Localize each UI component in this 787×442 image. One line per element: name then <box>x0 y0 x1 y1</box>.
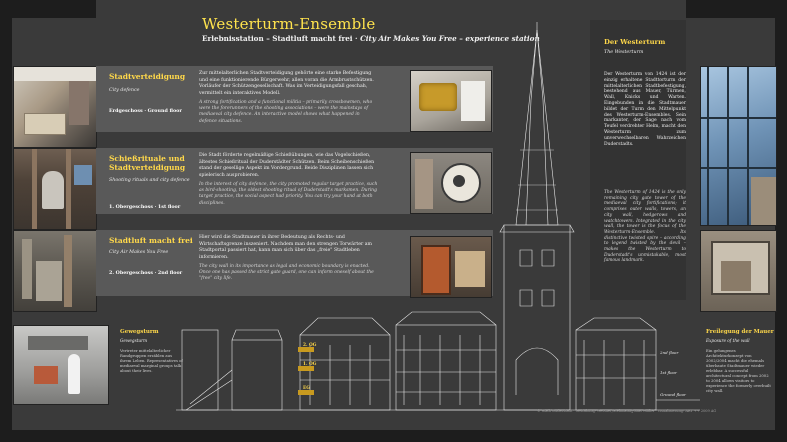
section-subtitle: City Air Makes You Free <box>109 250 169 255</box>
info-panel-text-de: Der Westerturm von 1424 ist der einzig erhaltene Stadttorturm der mittelalterlichen Stadtbefestigung, bestehend aus Mauer, Türmen, Wall, Knicks und Warten. Eingebunden in die Stadtmauer bildet der Turm den Mittelpunkt des Westerturm-Ensembles. Sein markanter, der Sage nach vom Teufel verdrehter Helm, macht den Westerturm zum unverwechselbaren Wahrzeichen Duderstadts. <box>604 72 686 147</box>
section-text-de: Hier wird die Stadtmauer in ihrer Bedeutung als Rechts- und Wirtschaftsgrenze inszeniert. Nachdem man den strengen Torwärter am Stadtportal passiert hat, kann man sich über das „freie" Stadtleben informieren. <box>199 235 372 260</box>
section-heading: Stadtverteidigung <box>109 72 186 81</box>
section-floor: 2. Obergeschoss · 2nd floor <box>109 270 183 276</box>
subtitle-en: City Air Makes You Free – experience station <box>360 34 540 43</box>
floor-code-eg: EG <box>303 386 310 391</box>
wall-exposure-title: Freilegung der Mauer <box>706 329 774 335</box>
credit-line: © Stadt Duderstadt · Gestaltung: Gessner/Stehmann/Jonas GmbH · Visualisierung: ART ++ 2009 AG <box>537 409 717 413</box>
page-title: Westerturm-Ensemble <box>202 15 376 33</box>
section-heading: Schießrituale und Stadtverteidigung <box>109 154 186 172</box>
section-text-en: The city wall in its importance as legal and economic boundary is enacted. Once one has passed the strict gate guard, one can inform oneself about the "free" city life. <box>199 264 374 282</box>
gewegsturm-subtitle: Gewegsturm <box>120 338 148 343</box>
gewegsturm-title: Gewegsturm <box>120 329 159 335</box>
floor-code-2og: 2. OG <box>303 343 317 348</box>
wall-exposure-subtitle: Exposure of the wall <box>706 338 750 343</box>
wall-exposure-text: Ein gelungenes Architekturkonzept von 2002/2004 macht die ehemals überbaute Stadtmauer wieder erlebbar. A successful architectural concept from 2002 to 2004 allows visitors to experience the formerly overbuilt city wall. <box>706 348 771 393</box>
section-floor: 1. Obergeschoss · 1st floor <box>109 204 181 210</box>
subtitle-de: Erlebnisstation – Stadtluft macht frei · <box>202 34 358 43</box>
floor-label-1st: 1st floor <box>660 370 677 375</box>
section-text-de: Zur mittelalterlichen Stadtverteidigung gehörte eine starke Befestigung und eine funktionierende Bürgerwehr, allen voran die Armbrustschützen. Vorläufer der Schützengesellschaft. Was im Verteidigungsfall geschah, vermittelt ein interaktives Modell. <box>199 71 374 96</box>
floor-label-ground: Ground floor <box>660 392 686 397</box>
info-panel-text-en: The Westerturm of 1424 is the only remaining city gate tower of the mediaeval city fortifications; it comprises outer walls, towers, an city wall, hedgerows and watchtowers. Integrated in the city wall, the tower is the focus of the Westerturm-Ensemble. Its distinctive twisted spire – according to legend twisted by the devil – makes the Westerturm to Duderstadt's unmistakable, most famous landmark. <box>604 190 686 264</box>
section-subtitle: Shooting rituals and city defence <box>109 178 190 183</box>
section-subtitle: City defence <box>109 88 140 93</box>
info-panel-subtitle: The Westerturm <box>604 50 644 55</box>
section-heading: Stadtluft macht frei <box>109 236 193 245</box>
section-text-en: In the interest of city defence, the city promoted regular target practice, such as bird-shooting, the oldest shooting ritual of Duderstadt's marksmen. During target practice, the social aspect had priority. You can try your hand at both disciplines. <box>199 182 378 206</box>
section-text-de: Die Stadt förderte regelmäßige Schießübungen, wie das Vogelschießen, ältestes Schießritual der Duderstädter Schützen. Beim Scheibenschießen stand der gesellige Aspekt im Vordergrund. Beide Disziplinen lassen sich spielerisch ausprobieren. <box>199 153 375 178</box>
floor-code-1og: 1. OG <box>303 362 317 367</box>
info-panel-title: Der Westerturm <box>604 38 666 46</box>
section-floor: Erdgeschoss · Ground floor <box>109 108 182 114</box>
section-text-en: A strong fortification and a functional militia – primarily crossbowmen, who were the forerunners of the shooting associations – were the mainstays of mediaeval city defence. An interactive model shows what happened in defence situations. <box>199 100 373 124</box>
gewegsturm-text: Vertreter mittelalterlicher Randgruppen erzählen aus ihrem Leben. Representatives of mediaeval marginal groups talk about their lives. <box>120 348 183 373</box>
floor-label-2nd: 2nd floor <box>660 350 679 355</box>
